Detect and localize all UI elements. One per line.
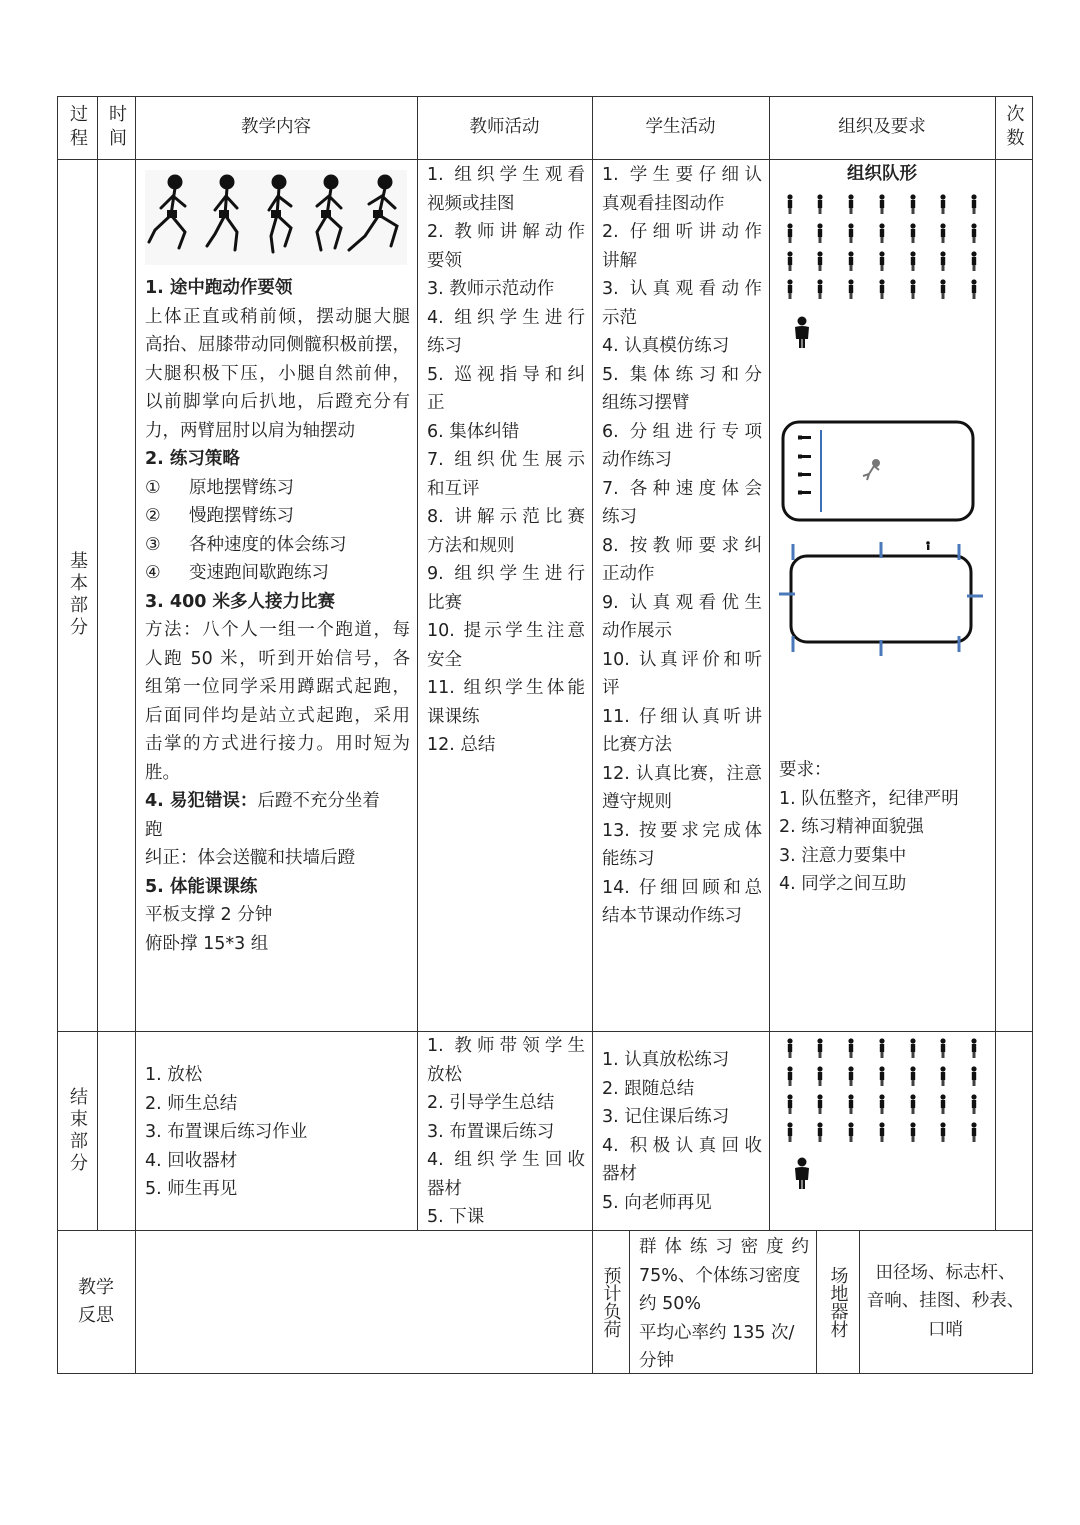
ending-content-item: 3. 布置课后练习作业 (145, 1122, 308, 1142)
formation-title: 组织队形 (847, 164, 917, 184)
teacher-activity-line: 课课练 (427, 706, 480, 727)
heading-relay-race: 3. 400 米多人接力比赛 (145, 591, 336, 612)
running-sequence-illustration (145, 170, 407, 265)
ending-teacher-line: 2. 引导学生总结 (427, 1093, 555, 1113)
teacher-activity-line: 1. 组织学生观看 (427, 165, 585, 185)
section-basic-text: 基本部分 (67, 551, 88, 639)
reflection-text: 教学反思 (78, 1276, 114, 1326)
strategy-mark: ③ (145, 534, 161, 555)
student-activity-line: 讲解 (602, 250, 637, 271)
student-activity-line: 2. 仔细听讲动作 (602, 222, 762, 242)
relay-line: 方法：八个人一组一个跑道，每 (145, 620, 410, 640)
section-basic-label (57, 159, 97, 1031)
student-activity-line: 组练习摆臂 (602, 393, 690, 413)
relay-line: 人跑 50 米，听到开始信号，各 (145, 648, 410, 669)
ending-content-item: 1. 放松 (145, 1065, 203, 1085)
fitness-line: 俯卧撑 15*3 组 (145, 933, 269, 954)
lesson-plan-table (57, 96, 1033, 1374)
errors-line: 纠正：体会送髋和扶墙后蹬 (145, 848, 355, 868)
ending-formation-diagram (777, 1036, 987, 1196)
relay-line: 后面同伴均是站立式起跑，采用 (145, 705, 410, 726)
heading-practice-strategy: 2. 练习策略 (145, 449, 240, 469)
coach-figure (863, 460, 879, 480)
student-activity-line: 示范 (602, 307, 637, 328)
relay-line: 组第一位同学采用蹲踞式起跑， (145, 677, 410, 697)
ending-teacher-activities (427, 1032, 585, 1230)
student-activity-line: 7. 各种速度体会 (602, 478, 762, 499)
requirement-item: 1. 队伍整齐，纪律严明 (779, 788, 959, 809)
requirement-item: 3. 注意力要集中 (779, 845, 907, 866)
requirement-item: 4. 同学之间互助 (779, 874, 907, 894)
load-description (639, 1233, 809, 1373)
header-student: 学生活动 (645, 117, 716, 138)
header-time-text: 时间 (106, 103, 127, 152)
student-activity-line: 4. 认真模仿练习 (602, 336, 730, 356)
ending-student-line: 3. 记住课后练习 (602, 1107, 730, 1127)
equipment-line: 口哨 (928, 1319, 963, 1340)
basic-content (145, 274, 410, 974)
basic-teacher-activities (427, 161, 585, 801)
ending-teacher-line: 3. 布置课后练习 (427, 1121, 555, 1142)
teacher-activity-line: 比赛 (427, 592, 462, 613)
ending-teacher-line: 放松 (427, 1064, 462, 1085)
basic-student-activities (602, 161, 762, 961)
track-runner (926, 541, 930, 550)
strategy-item (145, 502, 410, 531)
student-activity-line: 10. 认真评价和听 (602, 649, 762, 670)
formation-grid-diagram (777, 192, 987, 352)
strategy-mark: ④ (145, 563, 161, 583)
teacher-activity-line: 4. 组织学生进行 (427, 307, 585, 328)
ending-teacher-line: 5. 下课 (427, 1207, 485, 1227)
student-row (787, 1122, 976, 1142)
teacher-activity-line: 正 (427, 393, 445, 413)
student-activity-line: 能练习 (602, 849, 655, 869)
fitness-line: 平板支撑 2 分钟 (145, 905, 273, 925)
requirements-title: 要求： (779, 760, 832, 780)
teacher-activity-line: 8. 讲解示范比赛 (427, 507, 585, 527)
strategy-item (145, 531, 410, 560)
student-activity-line: 遵守规则 (602, 792, 672, 812)
load-line: 75%、个体练习密度 (639, 1265, 801, 1286)
strategy-mark: ① (145, 477, 161, 498)
section-ending-label (57, 1031, 97, 1230)
ending-content-item: 2. 师生总结 (145, 1093, 238, 1114)
student-activity-line: 13. 按要求完成体 (602, 820, 762, 841)
student-activity-line: 5. 集体练习和分 (602, 364, 762, 385)
relay-track-diagram (777, 536, 987, 660)
teacher-activity-line: 视频或挂图 (427, 193, 515, 214)
common-errors-label: 4. 易犯错误： (145, 791, 258, 811)
student-activity-line: 3. 认真观看动作 (602, 279, 762, 299)
equipment-line: 音响、挂图、秒表、 (866, 1291, 1025, 1312)
relay-line: 击掌的方式进行接力。用时短为 (145, 734, 410, 754)
load-line: 约 50% (639, 1294, 701, 1314)
student-row (787, 1038, 976, 1058)
ending-teacher-line: 4. 组织学生回收 (427, 1150, 585, 1170)
technique-line: 力，两臂屈肘以肩为轴摆动 (145, 420, 355, 441)
teacher-activity-line: 10. 提示学生注意 (427, 621, 585, 641)
load-line: 分钟 (639, 1351, 674, 1371)
strategy-text: 原地摆臂练习 (189, 477, 294, 498)
ending-teacher-line: 1. 教师带领学生 (427, 1036, 585, 1056)
student-activity-line: 12. 认真比赛，注意 (602, 763, 762, 784)
teacher-activity-line: 3. 教师示范动作 (427, 279, 555, 299)
technique-line: 大腿积极下压，小腿自然前伸， (145, 363, 410, 384)
ending-student-line: 器材 (602, 1164, 637, 1184)
student-row (787, 279, 976, 299)
student-row (787, 1094, 976, 1114)
relay-line: 胜。 (145, 762, 180, 783)
header-teacher: 教师活动 (469, 117, 540, 138)
ending-student-line: 2. 跟随总结 (602, 1078, 695, 1099)
reflection-label (57, 1230, 135, 1373)
teacher-activity-line: 安全 (427, 649, 462, 670)
strategy-text: 慢跑摆臂练习 (189, 506, 294, 526)
student-activity-line: 11. 仔细认真听讲 (602, 706, 762, 727)
student-activity-line: 真观看挂图动作 (602, 193, 725, 214)
header-process (57, 96, 97, 159)
strategy-text: 各种速度的体会练习 (189, 534, 347, 555)
header-time (97, 96, 135, 159)
strategy-item (145, 559, 410, 588)
header-process-text: 过程 (67, 103, 88, 152)
teacher-activity-line: 11. 组织学生体能 (427, 678, 585, 698)
ending-student-activities (602, 1046, 762, 1226)
practice-lane-diagram (781, 420, 975, 522)
equipment-line: 田径场、标志杆、 (875, 1262, 1016, 1283)
teacher-icon (795, 317, 809, 349)
header-count (995, 96, 1032, 159)
errors-line: 跑 (145, 819, 163, 840)
student-activity-line: 14. 仔细回顾和总 (602, 877, 762, 898)
teacher-activity-line: 12. 总结 (427, 735, 496, 755)
technique-line: 高抬、屈膝带动同侧髋积极前摆， (145, 335, 410, 355)
teacher-activity-line: 方法和规则 (427, 535, 515, 556)
technique-line: 上体正直或稍前倾，摆动腿大腿 (145, 306, 410, 327)
strategy-item (145, 474, 410, 503)
student-activity-line: 动作展示 (602, 621, 672, 641)
student-activity-line: 动作练习 (602, 450, 672, 470)
student-activity-line: 正动作 (602, 564, 655, 584)
load-label (592, 1230, 629, 1373)
student-activity-line: 练习 (602, 507, 637, 527)
heading-running-technique: 1. 途中跑动作要领 (145, 278, 293, 298)
header-count-text: 次数 (1003, 103, 1025, 152)
student-row (787, 223, 976, 243)
teacher-activity-line: 9. 组织学生进行 (427, 564, 585, 584)
ending-student-line: 1. 认真放松练习 (602, 1050, 730, 1070)
equipment-label (816, 1230, 859, 1373)
teacher-activity-line: 6. 集体纠错 (427, 421, 520, 442)
student-row (787, 1066, 976, 1086)
strategy-mark: ② (145, 506, 161, 526)
student-activity-line: 1. 学生要仔细认 (602, 165, 762, 185)
student-activity-line: 比赛方法 (602, 735, 672, 755)
section-ending-text: 结束部分 (67, 1086, 88, 1175)
student-activity-line: 9. 认真观看优生 (602, 592, 762, 613)
student-activity-line: 8. 按教师要求纠 (602, 535, 762, 556)
ending-student-line: 5. 向老师再见 (602, 1192, 712, 1213)
ending-content-item: 5. 师生再见 (145, 1179, 238, 1199)
ending-content (145, 1061, 410, 1211)
teacher-activity-line: 5. 巡视指导和纠 (427, 364, 585, 385)
teacher-icon (795, 1158, 809, 1190)
ending-content-item: 4. 回收器材 (145, 1150, 238, 1171)
teacher-activity-line: 练习 (427, 336, 462, 356)
common-errors-text: 后蹬不充分坐着 (257, 791, 380, 811)
teacher-activity-line: 7. 组织优生展示 (427, 450, 585, 470)
ending-teacher-line: 器材 (427, 1178, 462, 1199)
student-activity-line: 结本节课动作练习 (602, 906, 742, 926)
requirements (779, 756, 993, 906)
requirement-item: 2. 练习精神面貌强 (779, 817, 924, 837)
load-line: 平均心率约 135 次/ (639, 1322, 795, 1343)
common-errors (145, 787, 410, 816)
equipment-label-text: 场地器材 (827, 1265, 849, 1338)
relay-markers (779, 542, 983, 656)
strategy-text: 变速跑间歇跑练习 (189, 563, 329, 583)
equipment-description (859, 1230, 1032, 1373)
header-organization: 组织及要求 (838, 117, 926, 138)
student-activity-line: 评 (602, 678, 620, 698)
student-row (787, 194, 976, 214)
student-row (787, 251, 976, 271)
ending-student-line: 4. 积极认真回收 (602, 1135, 762, 1156)
student-activity-line: 6. 分组进行专项 (602, 421, 762, 442)
teacher-activity-line: 要领 (427, 250, 462, 271)
load-label-text: 预计负荷 (600, 1265, 622, 1338)
heading-fitness-practice: 5. 体能课课练 (145, 876, 258, 897)
header-content: 教学内容 (241, 117, 311, 138)
teacher-activity-line: 2. 教师讲解动作 (427, 222, 585, 242)
runner-marks (798, 436, 811, 495)
load-line: 群体练习密度约 (639, 1237, 809, 1257)
reflection-area[interactable] (135, 1230, 592, 1373)
teacher-activity-line: 和互评 (427, 478, 480, 499)
technique-line: 以前脚掌向后扒地，后蹬充分有 (145, 392, 410, 412)
